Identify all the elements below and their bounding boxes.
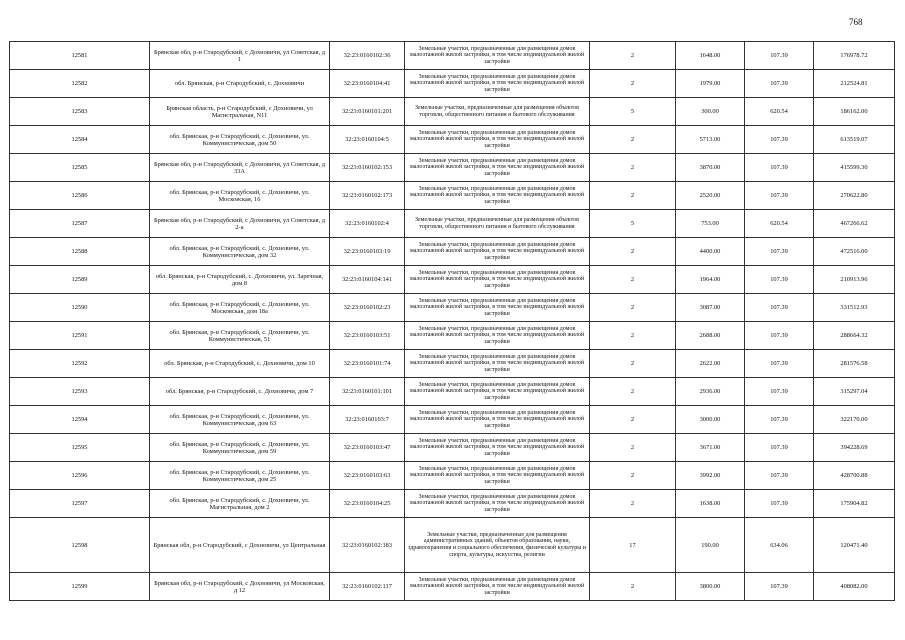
land-purpose-cell: Земельные участки, предназначенные для размещения объектов торговли, общественного питания и бытового обслуживания [405, 98, 590, 126]
row-id-cell: 12599 [10, 573, 150, 601]
area-cell: 2622.00 [676, 350, 745, 378]
address-cell: Брянская обл, р-н Стародубский, с Дохновичи, ул Советская, д 1 [150, 42, 330, 70]
area-cell: 3800.00 [676, 573, 745, 601]
category-cell: 5 [590, 210, 676, 238]
category-cell: 2 [590, 182, 676, 210]
cadastral-number-cell: 32:23:0160102:117 [330, 573, 405, 601]
rate-cell: 107.39 [745, 350, 814, 378]
rate-cell: 620.54 [745, 210, 814, 238]
cadastral-number-cell: 32:23:0160102:183 [330, 518, 405, 573]
cadastral-number-cell: 32:23:0160103:7 [330, 406, 405, 434]
cadastral-number-cell: 32:23:0160104:41 [330, 70, 405, 98]
table-row [10, 182, 895, 210]
address-cell: Брянская обл, р-н Стародубский, с Дохновичи, ул Советская, д 2-а [150, 210, 330, 238]
rate-cell: 107.39 [745, 573, 814, 601]
category-cell: 2 [590, 126, 676, 154]
address-cell: обл. Брянская, р-н Стародубский, с. Дохновичи, ул. Коммунистическая, дом 32 [150, 238, 330, 266]
address-cell: Брянская обл, р-н Стародубский, с Дохновичи, ул Московская, д 12 [150, 573, 330, 601]
area-cell: 3000.00 [676, 406, 745, 434]
land-purpose-cell: Земельные участки, предназначенные для размещения домов малоэтажной жилой застройки, в том числе индивидуальной жилой застройки [405, 350, 590, 378]
address-cell: обл. Брянская, р-н Стародубский, с. Дохновичи, ул. Коммунистическая, дом 59 [150, 434, 330, 462]
category-cell: 2 [590, 350, 676, 378]
cadastral-value-cell: 176978.72 [814, 42, 895, 70]
address-cell: обл. Брянская, р-н Стародубский, с. Дохновичи, ул. Заречная, дом 8 [150, 266, 330, 294]
row-id-cell: 12591 [10, 322, 150, 350]
category-cell: 2 [590, 573, 676, 601]
address-cell: обл. Брянская, р-н Стародубский, с. Дохновичи, ул. Коммунистическая, дом 50 [150, 126, 330, 154]
rate-cell: 107.39 [745, 462, 814, 490]
table-row [10, 350, 895, 378]
land-purpose-cell: Земельные участки, предназначенные для размещения домов малоэтажной жилой застройки, в том числе индивидуальной жилой застройки [405, 70, 590, 98]
rate-cell: 107.39 [745, 70, 814, 98]
land-purpose-cell: Земельные участки, предназначенные для размещения домов малоэтажной жилой застройки, в том числе индивидуальной жилой застройки [405, 490, 590, 518]
address-cell: обл. Брянская, р-н Стародубский, с. Дохновичи, дом 10 [150, 350, 330, 378]
category-cell: 2 [590, 490, 676, 518]
table-row [10, 322, 895, 350]
category-cell: 2 [590, 434, 676, 462]
table-row [10, 518, 895, 573]
rate-cell: 107.39 [745, 126, 814, 154]
land-purpose-cell: Земельные участки, предназначенные для размещения домов малоэтажной жилой застройки, в том числе индивидуальной жилой застройки [405, 126, 590, 154]
cadastral-value-cell: 281576.58 [814, 350, 895, 378]
land-purpose-cell: Земельные участки, предназначенные для размещения домов малоэтажной жилой застройки, в том числе индивидуальной жилой застройки [405, 238, 590, 266]
table-row [10, 154, 895, 182]
address-cell: обл. Брянская, р-н Стародубский, с. Дохновичи, ул. Московская, 16 [150, 182, 330, 210]
address-cell: обл. Брянская, р-н Стародубский, с. Дохновичи [150, 70, 330, 98]
rate-cell: 107.39 [745, 378, 814, 406]
row-id-cell: 12589 [10, 266, 150, 294]
table-body [10, 42, 895, 601]
table-row [10, 490, 895, 518]
area-cell: 1979.00 [676, 70, 745, 98]
row-id-cell: 12587 [10, 210, 150, 238]
table-row [10, 462, 895, 490]
cadastral-value-cell: 415599.30 [814, 154, 895, 182]
cadastral-number-cell: 32:23:0160102:23 [330, 294, 405, 322]
area-cell: 4400.00 [676, 238, 745, 266]
area-cell: 2936.00 [676, 378, 745, 406]
category-cell: 5 [590, 98, 676, 126]
land-purpose-cell: Земельные участки, предназначенные для размещения домов малоэтажной жилой застройки, в том числе индивидуальной жилой застройки [405, 434, 590, 462]
table-row [10, 42, 895, 70]
category-cell: 2 [590, 238, 676, 266]
cadastral-number-cell: 32:23:0160102:36 [330, 42, 405, 70]
cadastral-value-cell: 270622.80 [814, 182, 895, 210]
land-purpose-cell: Земельные участки, предназначенные для размещения домов малоэтажной жилой застройки, в том числе индивидуальной жилой застройки [405, 462, 590, 490]
land-purpose-cell: Земельные участки, предназначенные для размещения домов малоэтажной жилой застройки, в том числе индивидуальной жилой застройки [405, 294, 590, 322]
row-id-cell: 12584 [10, 126, 150, 154]
category-cell: 2 [590, 154, 676, 182]
cadastral-value-cell: 408082.00 [814, 573, 895, 601]
land-purpose-cell: Земельные участки, предназначенные для размещения домов малоэтажной жилой застройки, в том числе индивидуальной жилой застройки [405, 378, 590, 406]
cadastral-number-cell: 32:23:0160103:19 [330, 238, 405, 266]
table-row [10, 70, 895, 98]
table-row [10, 238, 895, 266]
category-cell: 2 [590, 294, 676, 322]
category-cell: 2 [590, 266, 676, 294]
row-id-cell: 12593 [10, 378, 150, 406]
address-cell: обл. Брянская, р-н Стародубский, с. Дохновичи, дом 7 [150, 378, 330, 406]
land-purpose-cell: Земельные участки, предназначенные для размещения объектов торговли, общественного питания и бытового обслуживания [405, 210, 590, 238]
cadastral-value-cell: 331512.93 [814, 294, 895, 322]
cadastral-value-cell: 175904.82 [814, 490, 895, 518]
rate-cell: 107.39 [745, 154, 814, 182]
rate-cell: 107.39 [745, 490, 814, 518]
rate-cell: 107.39 [745, 42, 814, 70]
row-id-cell: 12586 [10, 182, 150, 210]
area-cell: 1964.00 [676, 266, 745, 294]
cadastral-value-cell: 120471.40 [814, 518, 895, 573]
category-cell: 2 [590, 70, 676, 98]
row-id-cell: 12590 [10, 294, 150, 322]
land-purpose-cell: Земельные участки, предназначенные для размещения домов малоэтажной жилой застройки, в том числе индивидуальной жилой застройки [405, 42, 590, 70]
cadastral-number-cell: 32:23:0160103:51 [330, 322, 405, 350]
cadastral-number-cell: 32:23:0160104:141 [330, 266, 405, 294]
area-cell: 2520.00 [676, 182, 745, 210]
area-cell: 1638.00 [676, 490, 745, 518]
rate-cell: 107.39 [745, 294, 814, 322]
cadastral-number-cell: 32:23:0160102:173 [330, 182, 405, 210]
area-cell: 3671.00 [676, 434, 745, 462]
rate-cell: 634.06 [745, 518, 814, 573]
cadastral-value-cell: 394228.69 [814, 434, 895, 462]
address-cell: обл. Брянская, р-н Стародубский, с. Дохновичи, ул. Магистральная, дом 2 [150, 490, 330, 518]
cadastral-number-cell: 32:23:0160101:201 [330, 98, 405, 126]
address-cell: Брянская обл, р-н Стародубский, с Дохновичи, ул Центральная [150, 518, 330, 573]
row-id-cell: 12594 [10, 406, 150, 434]
category-cell: 2 [590, 42, 676, 70]
area-cell: 5713.00 [676, 126, 745, 154]
land-purpose-cell: Земельные участки, предназначенные для размещения домов малоэтажной жилой застройки, в том числе индивидуальной жилой застройки [405, 406, 590, 434]
cadastral-number-cell: 32:23:0160101:74 [330, 350, 405, 378]
cadastral-value-cell: 288664.32 [814, 322, 895, 350]
rate-cell: 107.39 [745, 322, 814, 350]
address-cell: обл. Брянская, р-н Стародубский, с. Дохновичи, ул. Московская, дом 18а [150, 294, 330, 322]
cadastral-number-cell: 32:23:0160104:5 [330, 126, 405, 154]
cadastral-value-cell: 322170.00 [814, 406, 895, 434]
category-cell: 2 [590, 322, 676, 350]
cadastral-value-cell: 210913.96 [814, 266, 895, 294]
address-cell: обл. Брянская, р-н Стародубский, с. Дохновичи, ул. Коммунистическая, дом 25 [150, 462, 330, 490]
table-row [10, 126, 895, 154]
rate-cell: 107.39 [745, 238, 814, 266]
rate-cell: 620.54 [745, 98, 814, 126]
area-cell: 2688.00 [676, 322, 745, 350]
rate-cell: 107.39 [745, 266, 814, 294]
cadastral-value-cell: 315297.04 [814, 378, 895, 406]
address-cell: Брянская область, р-н Стародубский, с Дохновичи, ул Магистральная, N11 [150, 98, 330, 126]
row-id-cell: 12585 [10, 154, 150, 182]
address-cell: обл. Брянская, р-н Стародубский, с. Дохновичи, ул. Коммунистическая, дом 63 [150, 406, 330, 434]
row-id-cell: 12582 [10, 70, 150, 98]
table-row [10, 266, 895, 294]
cadastral-number-cell: 32:23:0160102:153 [330, 154, 405, 182]
row-id-cell: 12596 [10, 462, 150, 490]
cadastral-value-cell: 472516.00 [814, 238, 895, 266]
address-cell: Брянская обл, р-н Стародубский, с Дохновичи, ул Советская, д 33А [150, 154, 330, 182]
land-purpose-cell: Земельные участки, предназначенные для размещения домов малоэтажной жилой застройки, в том числе индивидуальной жилой застройки [405, 182, 590, 210]
table-row [10, 210, 895, 238]
cadastral-number-cell: 32:23:0160104:25 [330, 490, 405, 518]
rate-cell: 107.39 [745, 182, 814, 210]
area-cell: 3087.00 [676, 294, 745, 322]
cadastral-table [9, 41, 895, 601]
land-purpose-cell: Земельные участки, предназначенные для размещения домов малоэтажной жилой застройки, в том числе индивидуальной жилой застройки [405, 322, 590, 350]
row-id-cell: 12595 [10, 434, 150, 462]
row-id-cell: 12592 [10, 350, 150, 378]
row-id-cell: 12588 [10, 238, 150, 266]
land-purpose-cell: Земельные участки, предназначенные для размещения административных зданий, объектов образования, науки, здравоохранения и социального обеспечения, физической культуры и спорта, культуры, искусства, религии [405, 518, 590, 573]
land-purpose-cell: Земельные участки, предназначенные для размещения домов малоэтажной жилой застройки, в том числе индивидуальной жилой застройки [405, 266, 590, 294]
row-id-cell: 12597 [10, 490, 150, 518]
row-id-cell: 12598 [10, 518, 150, 573]
cadastral-value-cell: 186162.00 [814, 98, 895, 126]
area-cell: 190.00 [676, 518, 745, 573]
row-id-cell: 12583 [10, 98, 150, 126]
cadastral-number-cell: 32:23:0160103:63 [330, 462, 405, 490]
category-cell: 2 [590, 406, 676, 434]
cadastral-value-cell: 467266.62 [814, 210, 895, 238]
page-number: 768 [849, 17, 863, 27]
row-id-cell: 12581 [10, 42, 150, 70]
area-cell: 3992.00 [676, 462, 745, 490]
cadastral-number-cell: 32:23:0160102:4 [330, 210, 405, 238]
land-purpose-cell: Земельные участки, предназначенные для размещения домов малоэтажной жилой застройки, в том числе индивидуальной жилой застройки [405, 573, 590, 601]
address-cell: обл. Брянская, р-н Стародубский, с. Дохновичи, ул. Коммунистическая, 51 [150, 322, 330, 350]
category-cell: 17 [590, 518, 676, 573]
rate-cell: 107.39 [745, 434, 814, 462]
category-cell: 2 [590, 378, 676, 406]
cadastral-value-cell: 428700.88 [814, 462, 895, 490]
table-row [10, 573, 895, 601]
category-cell: 2 [590, 462, 676, 490]
area-cell: 753.00 [676, 210, 745, 238]
table-row [10, 294, 895, 322]
land-purpose-cell: Земельные участки, предназначенные для размещения домов малоэтажной жилой застройки, в том числе индивидуальной жилой застройки [405, 154, 590, 182]
table-row [10, 406, 895, 434]
area-cell: 3870.00 [676, 154, 745, 182]
area-cell: 300.00 [676, 98, 745, 126]
table-row [10, 98, 895, 126]
cadastral-number-cell: 32:23:0160103:47 [330, 434, 405, 462]
table-row [10, 434, 895, 462]
cadastral-value-cell: 212524.81 [814, 70, 895, 98]
cadastral-value-cell: 613519.07 [814, 126, 895, 154]
area-cell: 1648.00 [676, 42, 745, 70]
table-row [10, 378, 895, 406]
rate-cell: 107.39 [745, 406, 814, 434]
cadastral-number-cell: 32:23:0160101:101 [330, 378, 405, 406]
